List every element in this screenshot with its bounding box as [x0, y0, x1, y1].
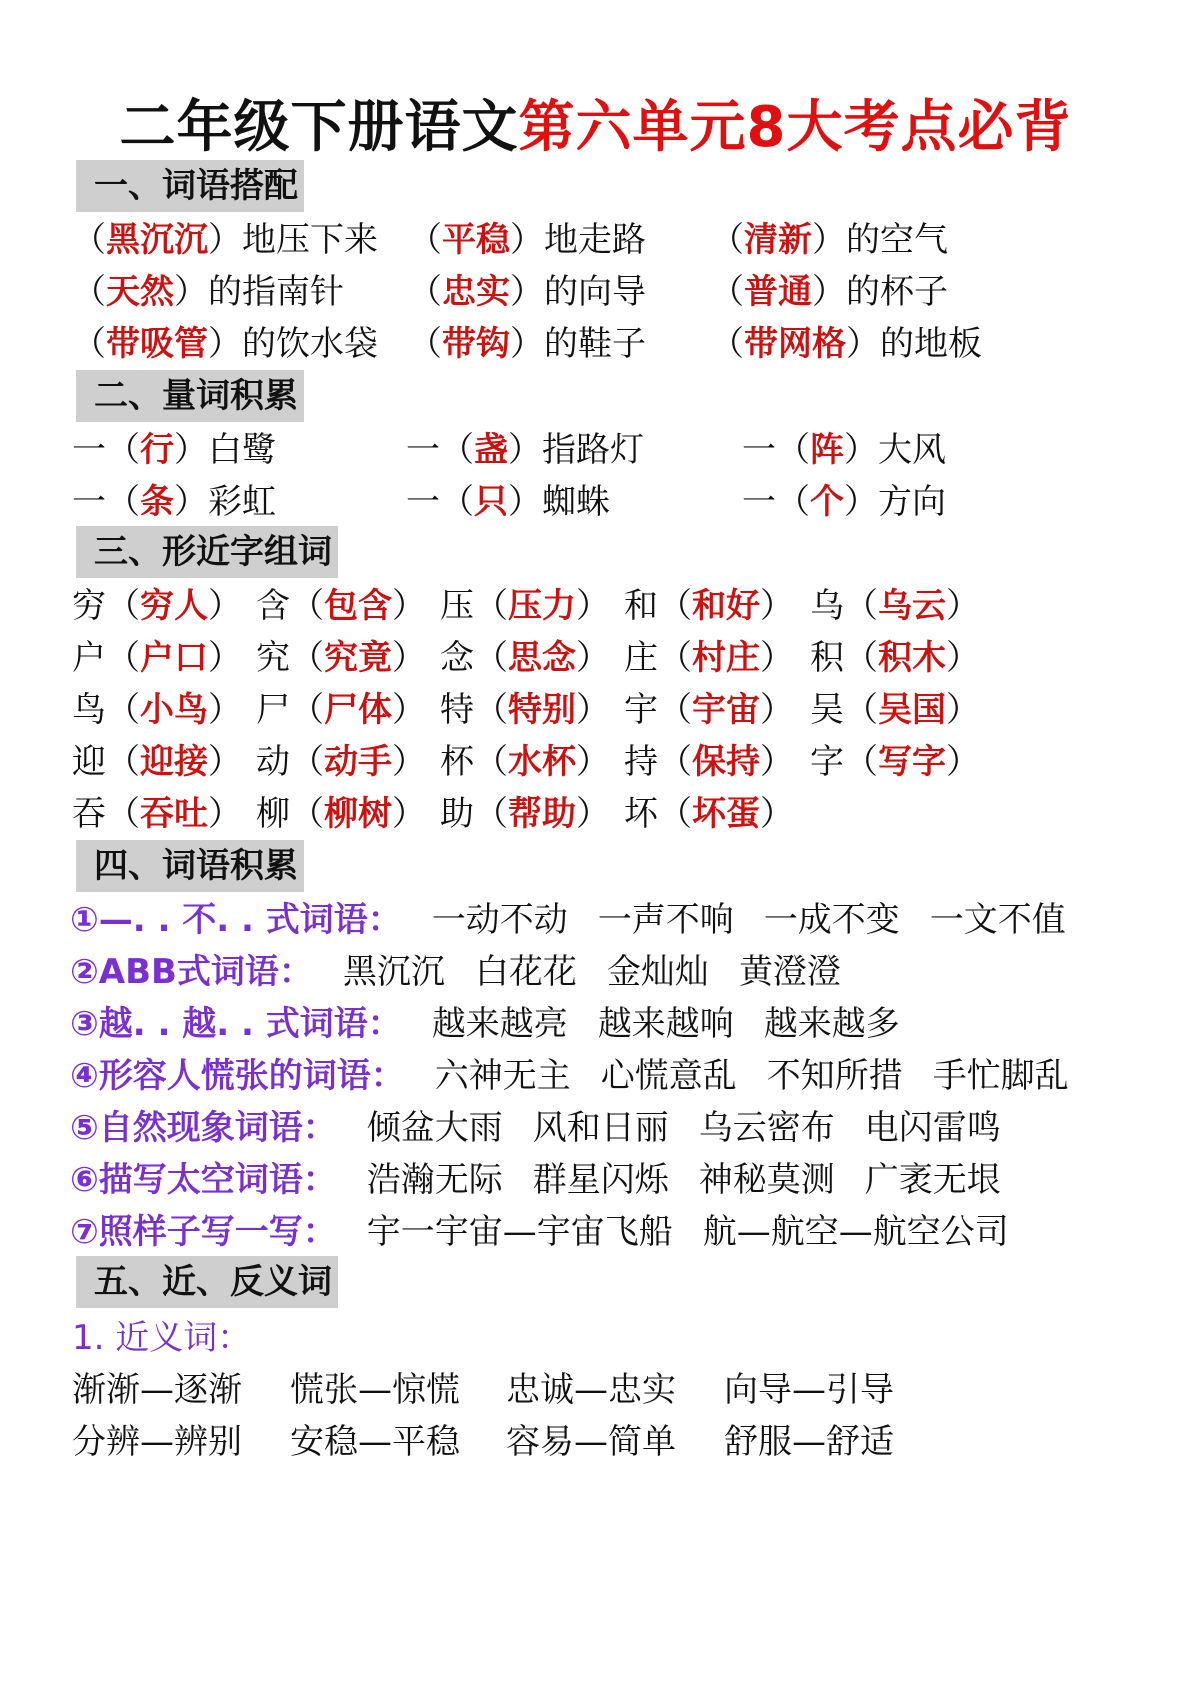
section-synonyms-antonyms-header: 五、近、反义词	[76, 1256, 338, 1308]
measure-noun: 白鹭	[208, 430, 276, 470]
char-word: 思念	[508, 638, 576, 678]
measure-row	[0, 422, 1191, 478]
similar-char-item	[440, 578, 610, 634]
word-list	[70, 1152, 1031, 1208]
section-similar-chars-header: 三、形近字组词	[76, 526, 338, 578]
measure-prefix: 一（	[406, 430, 474, 470]
measure-prefix: 一（	[72, 482, 140, 522]
word: 群星闪烁	[532, 1160, 669, 1200]
char: 含	[256, 586, 290, 626]
paren-close: ）	[510, 324, 544, 364]
char-word: 穷人	[140, 586, 208, 626]
measure-item	[406, 422, 644, 478]
word-list-label: ⑤自然现象词语：	[70, 1108, 337, 1148]
collocation-row	[0, 316, 1191, 372]
paren-close: ）	[392, 586, 426, 626]
synonym-pair: 分辨—辨别	[72, 1422, 242, 1462]
measure-noun: 大风	[878, 430, 946, 470]
page-title	[0, 88, 1191, 168]
char-word: 保持	[692, 742, 760, 782]
char: 特	[440, 690, 474, 730]
word-list-label: ①—. . 不. . 式词语：	[70, 900, 402, 940]
paren-close: ）	[760, 586, 794, 626]
word: 倾盆大雨	[366, 1108, 503, 1148]
similar-char-item	[810, 630, 980, 686]
word: 金灿灿	[606, 952, 709, 992]
paren-open: （	[408, 272, 442, 312]
synonym-pair: 忠诚—忠实	[506, 1370, 676, 1410]
measure-prefix: 一（	[72, 430, 140, 470]
char-word: 水杯	[508, 742, 576, 782]
collocation-row	[0, 264, 1191, 320]
paren-close: ）	[760, 742, 794, 782]
paren-close: ）	[208, 742, 242, 782]
char: 迎	[72, 742, 106, 782]
paren-close: ）	[174, 482, 208, 522]
paren-open: （	[844, 586, 878, 626]
paren-open: （	[290, 690, 324, 730]
paren-open: （	[106, 690, 140, 730]
collocation-text: 的向导	[544, 272, 646, 312]
paren-close: ）	[392, 638, 426, 678]
word-list-label: ②ABB式词语：	[70, 952, 313, 992]
collocation-item	[72, 264, 344, 320]
title-part2: 第六单元8大考点必背	[518, 95, 1072, 160]
measure-answer: 只	[474, 482, 508, 522]
paren-open: （	[408, 324, 442, 364]
word-list	[70, 892, 1096, 948]
paren-open: （	[658, 794, 692, 834]
word: 手忙脚乱	[932, 1056, 1069, 1096]
similar-char-item	[440, 734, 610, 790]
collocation-answer: 清新	[744, 220, 812, 260]
char-word: 宇宙	[692, 690, 760, 730]
synonym-pair: 容易—简单	[506, 1422, 676, 1462]
collocation-text: 地走路	[544, 220, 646, 260]
paren-close: ）	[576, 794, 610, 834]
word: 电闪雷鸣	[864, 1108, 1001, 1148]
collocation-answer: 普通	[744, 272, 812, 312]
char-word: 究竟	[324, 638, 392, 678]
collocation-item	[710, 264, 948, 320]
char-word: 柳树	[324, 794, 392, 834]
word: 一成不变	[763, 900, 900, 940]
char-word: 压力	[508, 586, 576, 626]
paren-close: ）	[946, 690, 980, 730]
paren-open: （	[106, 742, 140, 782]
paren-open: （	[474, 742, 508, 782]
collocation-text: 地压下来	[242, 220, 378, 260]
char: 助	[440, 794, 474, 834]
synonyms-label-row	[0, 1310, 1191, 1366]
similar-char-row	[0, 682, 1191, 738]
word-list-row	[0, 944, 1191, 1000]
collocation-text: 的杯子	[846, 272, 948, 312]
paren-open: （	[72, 220, 106, 260]
char-word: 坏蛋	[692, 794, 760, 834]
word: 一文不值	[929, 900, 1066, 940]
paren-close: ）	[844, 482, 878, 522]
paren-close: ）	[946, 586, 980, 626]
paren-close: ）	[208, 220, 242, 260]
similar-char-row	[0, 578, 1191, 634]
similar-char-item	[440, 630, 610, 686]
paren-open: （	[290, 586, 324, 626]
paren-close: ）	[946, 638, 980, 678]
char-word: 乌云	[878, 586, 946, 626]
similar-char-item	[624, 578, 794, 634]
paren-open: （	[710, 220, 744, 260]
measure-prefix: 一（	[742, 430, 810, 470]
paren-open: （	[72, 324, 106, 364]
similar-char-item	[624, 734, 794, 790]
similar-char-row	[0, 630, 1191, 686]
measure-answer: 盏	[474, 430, 508, 470]
paren-close: ）	[510, 272, 544, 312]
measure-prefix: 一（	[406, 482, 474, 522]
similar-char-item	[624, 630, 794, 686]
paren-open: （	[710, 272, 744, 312]
word: 白花花	[474, 952, 577, 992]
paren-close: ）	[846, 324, 880, 364]
char: 究	[256, 638, 290, 678]
collocation-answer: 带网格	[744, 324, 846, 364]
measure-item	[742, 474, 946, 530]
word: 越来越多	[763, 1004, 900, 1044]
section-word-accumulation-header: 四、词语积累	[76, 840, 304, 892]
word: 越来越响	[597, 1004, 734, 1044]
paren-open: （	[844, 638, 878, 678]
collocation-answer: 天然	[106, 272, 174, 312]
word: 不知所措	[766, 1056, 903, 1096]
synonym-pair: 慌张—惊慌	[290, 1370, 460, 1410]
collocation-answer: 忠实	[442, 272, 510, 312]
paren-open: （	[408, 220, 442, 260]
measure-prefix: 一（	[742, 482, 810, 522]
similar-char-item	[810, 682, 980, 738]
paren-open: （	[474, 638, 508, 678]
similar-char-row	[0, 734, 1191, 790]
word-list-row	[0, 892, 1191, 948]
char-word: 特别	[508, 690, 576, 730]
paren-close: ）	[508, 430, 542, 470]
word-list	[70, 1100, 1031, 1156]
paren-close: ）	[760, 638, 794, 678]
char: 字	[810, 742, 844, 782]
synonym-pair: 渐渐—逐渐	[72, 1370, 242, 1410]
collocation-row	[0, 212, 1191, 268]
char-word: 和好	[692, 586, 760, 626]
word: 航—航空—航空公司	[702, 1212, 1009, 1252]
paren-open: （	[106, 794, 140, 834]
paren-close: ）	[208, 690, 242, 730]
paren-open: （	[710, 324, 744, 364]
word: 越来越亮	[431, 1004, 568, 1044]
measure-item	[72, 474, 276, 530]
char: 户	[72, 638, 106, 678]
paren-open: （	[474, 586, 508, 626]
char-word: 吞吐	[140, 794, 208, 834]
measure-item	[742, 422, 946, 478]
collocation-item	[710, 212, 948, 268]
measure-answer: 条	[140, 482, 174, 522]
word: 神秘莫测	[698, 1160, 835, 1200]
paren-open: （	[844, 690, 878, 730]
paren-open: （	[106, 638, 140, 678]
collocation-text: 的地板	[880, 324, 982, 364]
synonym-row	[0, 1362, 1191, 1418]
paren-open: （	[290, 742, 324, 782]
paren-open: （	[474, 794, 508, 834]
similar-char-item	[72, 734, 242, 790]
paren-close: ）	[760, 794, 794, 834]
collocation-item	[72, 212, 378, 268]
char: 压	[440, 586, 474, 626]
paren-close: ）	[174, 430, 208, 470]
collocation-item	[710, 316, 982, 372]
paren-open: （	[106, 586, 140, 626]
measure-noun: 方向	[878, 482, 946, 522]
paren-close: ）	[812, 272, 846, 312]
paren-open: （	[658, 690, 692, 730]
word-list-label: ③越. . 越. . 式词语：	[70, 1004, 402, 1044]
synonym-row	[0, 1414, 1191, 1470]
similar-char-item	[256, 578, 426, 634]
paren-close: ）	[510, 220, 544, 260]
char-word: 村庄	[692, 638, 760, 678]
collocation-item	[408, 316, 646, 372]
synonyms-label: 1. 近义词：	[72, 1318, 252, 1358]
word: 风和日丽	[532, 1108, 669, 1148]
word-list-label: ⑥描写太空词语：	[70, 1160, 337, 1200]
similar-char-item	[624, 682, 794, 738]
collocation-text: 的指南针	[208, 272, 344, 312]
char-word: 小鸟	[140, 690, 208, 730]
char: 庄	[624, 638, 658, 678]
synonym-pair: 安稳—平稳	[290, 1422, 460, 1462]
char-word: 动手	[324, 742, 392, 782]
word-list-label: ⑦照样子写一写：	[70, 1212, 337, 1252]
paren-close: ）	[208, 794, 242, 834]
paren-open: （	[290, 638, 324, 678]
collocation-answer: 带吸管	[106, 324, 208, 364]
word-list	[70, 1048, 1099, 1104]
paren-close: ）	[392, 690, 426, 730]
similar-char-item	[72, 630, 242, 686]
paren-close: ）	[392, 794, 426, 834]
char: 持	[624, 742, 658, 782]
word-list	[70, 1204, 1039, 1260]
similar-char-item	[72, 682, 242, 738]
paren-close: ）	[576, 742, 610, 782]
char: 念	[440, 638, 474, 678]
word: 一动不动	[431, 900, 568, 940]
similar-char-item	[256, 630, 426, 686]
char: 积	[810, 638, 844, 678]
similar-char-item	[810, 734, 980, 790]
similar-char-item	[256, 682, 426, 738]
title-part1: 二年级下册语文	[119, 95, 519, 160]
similar-char-item	[256, 786, 426, 842]
char-word: 迎接	[140, 742, 208, 782]
paren-close: ）	[576, 586, 610, 626]
char: 穷	[72, 586, 106, 626]
word: 黄澄澄	[738, 952, 841, 992]
char: 吞	[72, 794, 106, 834]
char-word: 户口	[140, 638, 208, 678]
word-list-row	[0, 1048, 1191, 1104]
word: 广袤无垠	[864, 1160, 1001, 1200]
word-list-row	[0, 996, 1191, 1052]
collocation-item	[408, 212, 646, 268]
char: 宇	[624, 690, 658, 730]
paren-open: （	[658, 638, 692, 678]
section-measure-words-header: 二、量词积累	[76, 370, 304, 422]
collocation-text: 的饮水袋	[242, 324, 378, 364]
char: 尸	[256, 690, 290, 730]
collocation-text: 的鞋子	[544, 324, 646, 364]
paren-close: ）	[174, 272, 208, 312]
char-word: 写字	[878, 742, 946, 782]
word-list-row	[0, 1152, 1191, 1208]
similar-char-item	[256, 734, 426, 790]
paren-close: ）	[946, 742, 980, 782]
synonym-pair: 舒服—舒适	[724, 1422, 894, 1462]
paren-close: ）	[208, 638, 242, 678]
similar-char-item	[440, 786, 610, 842]
similar-char-item	[624, 786, 794, 842]
paren-close: ）	[508, 482, 542, 522]
collocation-answer: 黑沉沉	[106, 220, 208, 260]
char: 吴	[810, 690, 844, 730]
similar-char-row	[0, 786, 1191, 842]
similar-char-item	[72, 786, 242, 842]
char-word: 包含	[324, 586, 392, 626]
paren-close: ）	[392, 742, 426, 782]
word-list	[70, 996, 930, 1052]
char-word: 吴国	[878, 690, 946, 730]
measure-noun: 蜘蛛	[542, 482, 610, 522]
char: 乌	[810, 586, 844, 626]
paren-close: ）	[576, 690, 610, 730]
paren-open: （	[474, 690, 508, 730]
synonym-pair: 向导—引导	[724, 1370, 894, 1410]
section-collocations-header: 一、词语搭配	[76, 160, 304, 212]
paren-open: （	[658, 586, 692, 626]
paren-close: ）	[812, 220, 846, 260]
char: 和	[624, 586, 658, 626]
similar-char-item	[440, 682, 610, 738]
char-word: 积木	[878, 638, 946, 678]
word: 宇一宇宙—宇宙飞船	[366, 1212, 673, 1252]
word: 六神无主	[434, 1056, 571, 1096]
paren-close: ）	[208, 324, 242, 364]
char: 杯	[440, 742, 474, 782]
paren-close: ）	[844, 430, 878, 470]
word-list-label: ④形容人慌张的词语：	[70, 1056, 405, 1096]
similar-char-item	[72, 578, 242, 634]
char-word: 尸体	[324, 690, 392, 730]
word: 黑沉沉	[342, 952, 445, 992]
word-list-row	[0, 1204, 1191, 1260]
paren-open: （	[290, 794, 324, 834]
paren-close: ）	[760, 690, 794, 730]
measure-item	[406, 474, 610, 530]
word-list	[70, 944, 871, 1000]
char: 坏	[624, 794, 658, 834]
char: 柳	[256, 794, 290, 834]
paren-open: （	[658, 742, 692, 782]
measure-answer: 个	[810, 482, 844, 522]
word: 心慌意乱	[600, 1056, 737, 1096]
word: 浩瀚无际	[366, 1160, 503, 1200]
measure-noun: 彩虹	[208, 482, 276, 522]
paren-open: （	[844, 742, 878, 782]
measure-row	[0, 474, 1191, 530]
paren-close: ）	[208, 586, 242, 626]
measure-item	[72, 422, 276, 478]
paren-open: （	[72, 272, 106, 312]
word: 乌云密布	[698, 1108, 835, 1148]
collocation-item	[72, 316, 378, 372]
measure-noun: 指路灯	[542, 430, 644, 470]
collocation-answer: 带钩	[442, 324, 510, 364]
measure-answer: 阵	[810, 430, 844, 470]
char: 动	[256, 742, 290, 782]
collocation-answer: 平稳	[442, 220, 510, 260]
paren-close: ）	[576, 638, 610, 678]
word: 一声不响	[597, 900, 734, 940]
collocation-text: 的空气	[846, 220, 948, 260]
char-word: 帮助	[508, 794, 576, 834]
char: 鸟	[72, 690, 106, 730]
similar-char-item	[810, 578, 980, 634]
word-list-row	[0, 1100, 1191, 1156]
collocation-item	[408, 264, 646, 320]
measure-answer: 行	[140, 430, 174, 470]
